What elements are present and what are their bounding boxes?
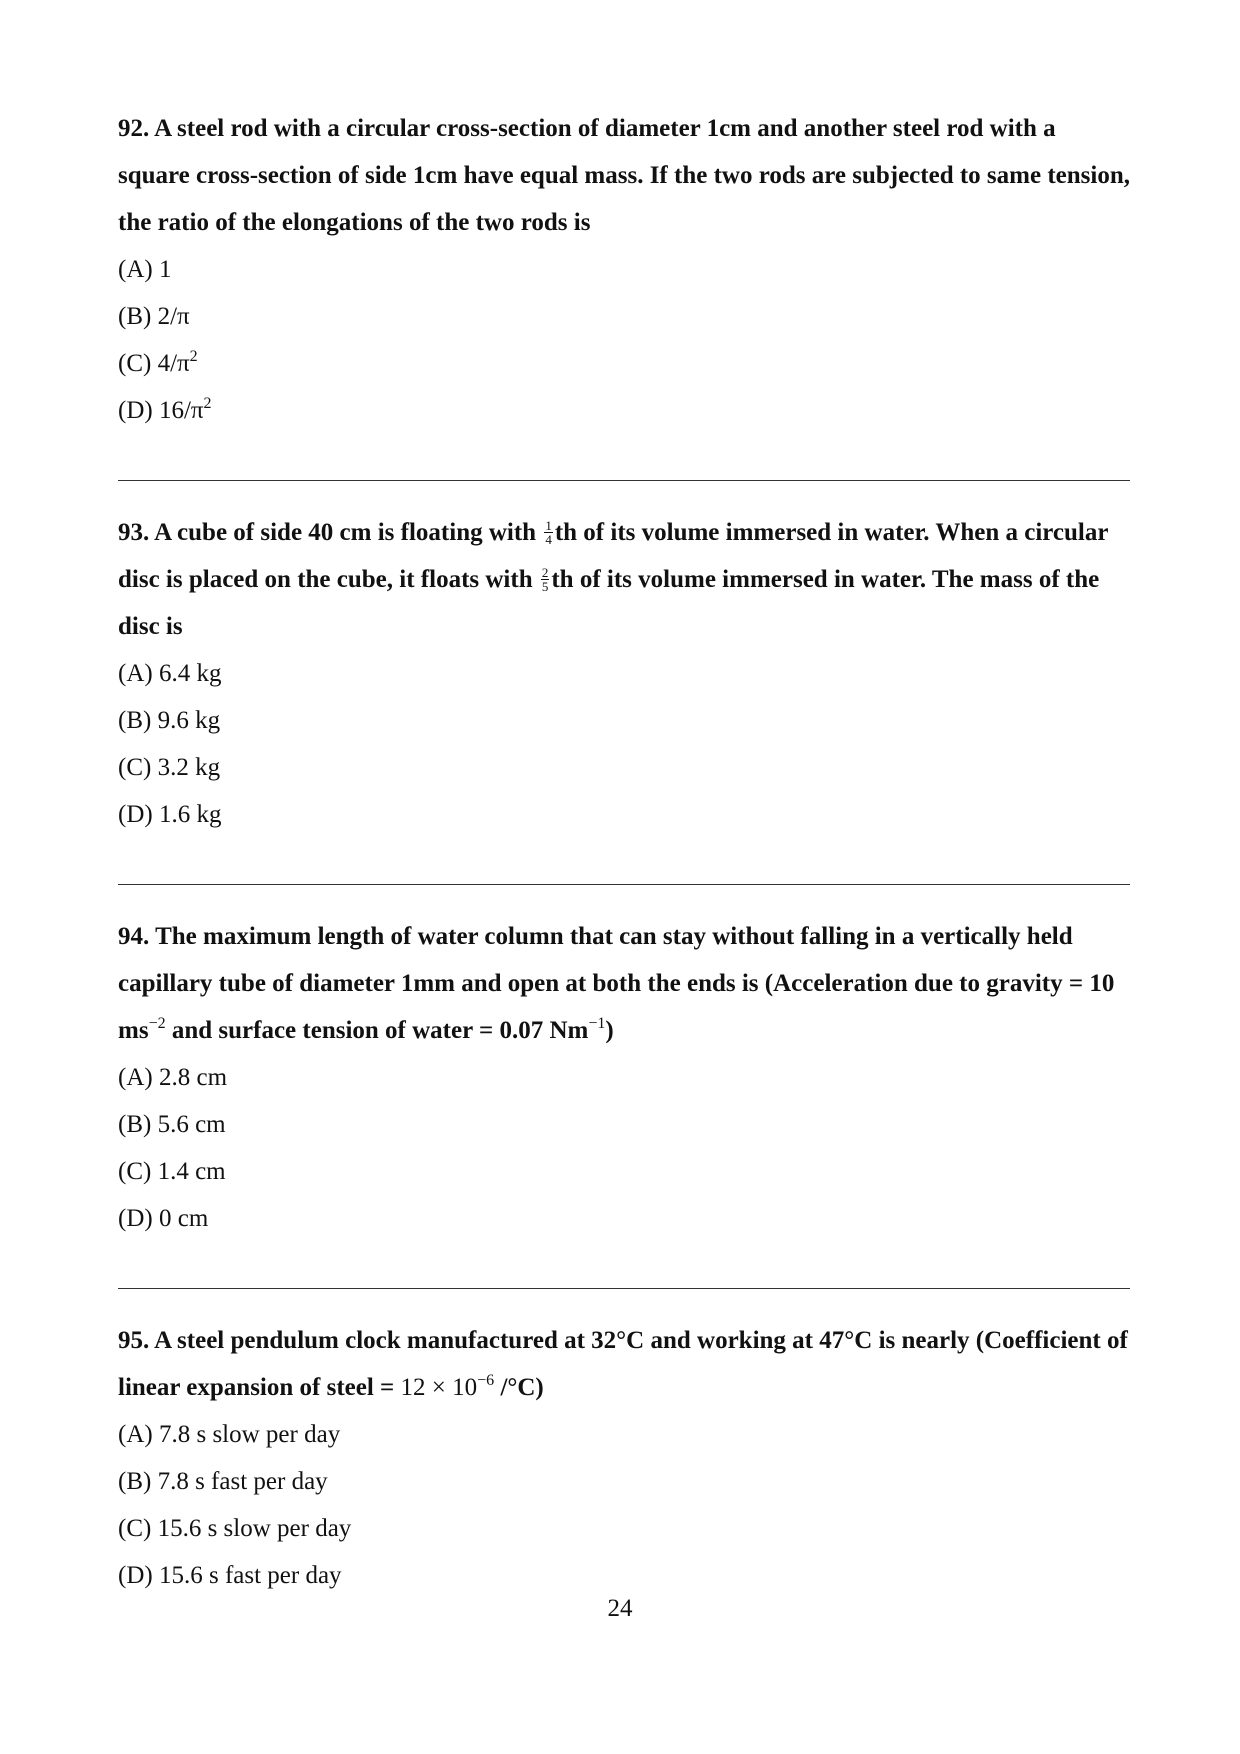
option-d <box>118 387 1130 434</box>
exponent: −1 <box>588 1015 606 1032</box>
question-divider <box>118 480 1130 481</box>
exponent: −6 <box>477 1372 495 1389</box>
question-text: A steel pendulum clock manufactured at 32°C and working at 47°C is nearly (Coefficient of linear expansion of steel = <box>118 1327 1128 1401</box>
question-text: and surface tension of water = 0.07 Nm <box>165 1017 589 1044</box>
option-label: (D) <box>118 1205 153 1232</box>
option-label: (A) <box>118 1064 153 1091</box>
option-text: 1.6 kg <box>158 801 222 828</box>
option-text: 15.6 s slow per day <box>157 1515 352 1542</box>
question-number: 94. <box>118 923 150 950</box>
question-number: 92. <box>118 115 150 142</box>
question-92 <box>118 105 1130 434</box>
option-text: 1.4 cm <box>157 1158 226 1185</box>
option-d <box>118 1552 1130 1599</box>
option-text: 3.2 kg <box>157 754 221 781</box>
question-stem <box>118 1317 1130 1411</box>
question-text: The maximum length of water column that can stay without falling in a vertically held capillary tube of diameter 1mm and open at both the ends is (Acceleration due to gravity = 10 ms <box>118 923 1115 1044</box>
question-95 <box>118 1317 1130 1599</box>
question-text: /°C) <box>494 1374 544 1401</box>
option-label: (A) <box>118 660 153 687</box>
fraction-one-quarter <box>544 519 553 546</box>
option-text: 2.8 cm <box>158 1064 228 1091</box>
option-c <box>118 340 1130 387</box>
question-stem <box>118 509 1130 650</box>
option-a <box>118 1054 1130 1101</box>
option-b <box>118 697 1130 744</box>
option-label: (B) <box>118 303 152 330</box>
option-a <box>118 650 1130 697</box>
question-stem <box>118 913 1130 1054</box>
question-94 <box>118 913 1130 1242</box>
option-label: (B) <box>118 1111 152 1138</box>
option-d <box>118 1195 1130 1242</box>
page-number: 24 <box>607 1595 633 1622</box>
question-divider <box>118 1288 1130 1289</box>
option-text: 1 <box>158 256 172 283</box>
option-label: (C) <box>118 1158 152 1185</box>
option-label: (D) <box>118 397 153 424</box>
question-page <box>118 105 1130 1599</box>
option-c <box>118 1148 1130 1195</box>
question-text: th of its volume immersed in water. The mass of the disc is <box>118 566 1100 640</box>
option-b <box>118 1458 1130 1505</box>
question-text: A cube of side 40 cm is floating with <box>154 519 537 546</box>
option-label: (D) <box>118 1562 153 1589</box>
option-label: (D) <box>118 801 153 828</box>
option-text: 7.8 s fast per day <box>157 1468 328 1495</box>
fraction-numerator: 2 <box>541 564 549 580</box>
option-superscript: 2 <box>203 395 212 412</box>
question-divider <box>118 884 1130 885</box>
option-text: 0 cm <box>158 1205 209 1232</box>
option-text: 6.4 kg <box>158 660 222 687</box>
option-superscript: 2 <box>189 348 198 365</box>
option-text: 16/π <box>158 397 204 424</box>
option-label: (A) <box>118 256 153 283</box>
question-text: A steel rod with a circular cross-section of diameter 1cm and another steel rod with a square cross-section of side 1cm have equal mass. If the two rods are subjected to same tension, the ratio of the elongations of the two rods is <box>118 115 1130 236</box>
option-label: (B) <box>118 707 152 734</box>
option-text: 2/π <box>157 303 190 330</box>
question-number: 93. <box>118 519 150 546</box>
option-text: 5.6 cm <box>157 1111 226 1138</box>
option-a <box>118 246 1130 293</box>
question-stem <box>118 105 1130 246</box>
exponent: −2 <box>148 1015 166 1032</box>
option-label: (B) <box>118 1468 152 1495</box>
option-label: (C) <box>118 350 152 377</box>
fraction-numerator: 1 <box>545 517 552 533</box>
option-label: (C) <box>118 754 152 781</box>
question-text: th of its volume immersed in water. When a circular disc is placed on the cube, it floats with <box>118 519 1109 593</box>
option-label: (A) <box>118 1421 153 1448</box>
option-label: (C) <box>118 1515 152 1542</box>
option-d <box>118 791 1130 838</box>
option-c <box>118 1505 1130 1552</box>
fraction-denominator: 4 <box>545 531 552 547</box>
fraction-two-fifths <box>541 566 550 593</box>
question-text: ) <box>605 1017 614 1044</box>
option-text: 9.6 kg <box>157 707 221 734</box>
question-number: 95. <box>118 1327 150 1354</box>
option-text: 7.8 s slow per day <box>158 1421 341 1448</box>
option-text: 4/π <box>157 350 190 377</box>
option-c <box>118 744 1130 791</box>
option-b <box>118 293 1130 340</box>
question-93 <box>118 509 1130 838</box>
option-text: 15.6 s fast per day <box>158 1562 342 1589</box>
fraction-denominator: 5 <box>541 578 549 594</box>
math-expression: 12 × 10 <box>400 1374 478 1401</box>
option-b <box>118 1101 1130 1148</box>
option-a <box>118 1411 1130 1458</box>
